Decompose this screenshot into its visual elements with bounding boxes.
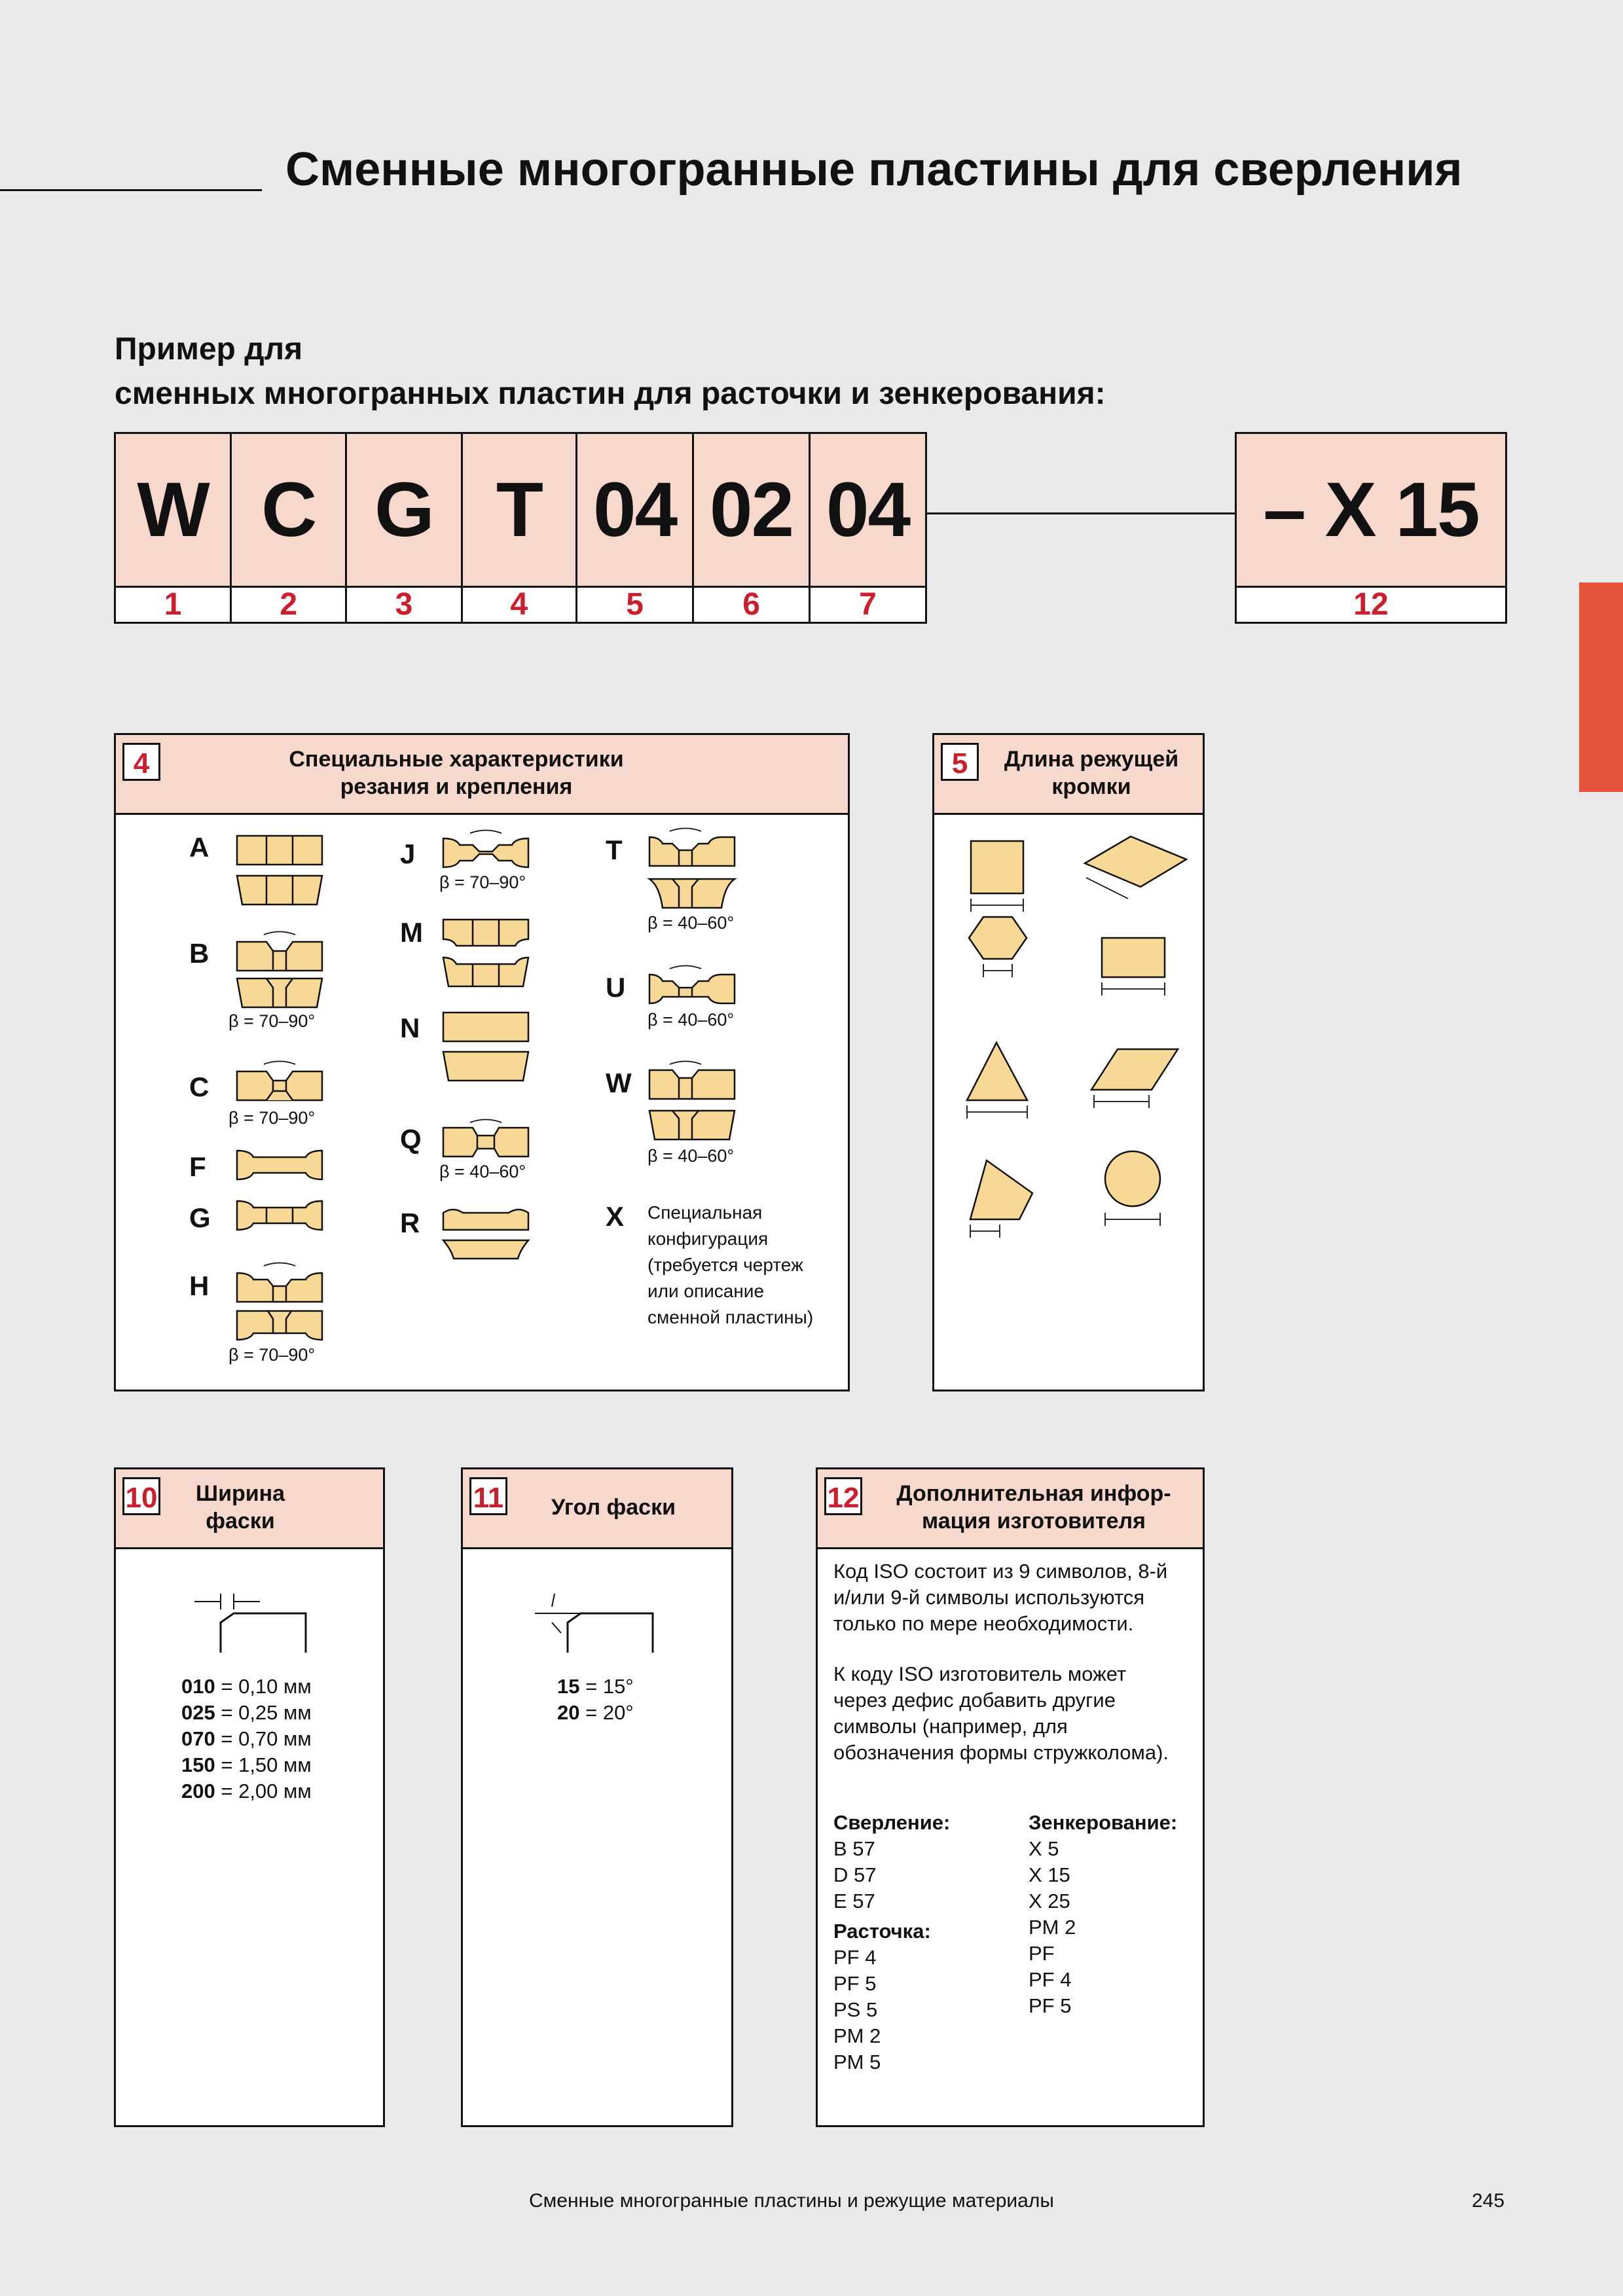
box-title-line2: резания и крепления (340, 774, 573, 799)
code-letter: N (400, 1013, 420, 1043)
paragraph-line: К коду ISO изготовитель может (833, 1662, 1127, 1685)
footer-text: Сменные многогранные пластины и режущие материалы (529, 2190, 1054, 2212)
code-letter: H (189, 1270, 210, 1301)
box-title: Угол фаски (551, 1495, 676, 1520)
box-header (463, 1469, 731, 1549)
profile-j (443, 838, 528, 867)
beta-angle-q: β = 40–60° (439, 1162, 526, 1181)
code-symbol: C (231, 433, 346, 587)
code-letter: Q (400, 1124, 422, 1155)
value-row (557, 1674, 634, 1700)
code-number: 5 (577, 587, 693, 623)
countersinking-list (1029, 1810, 1177, 2019)
code-symbol: 04 (810, 433, 926, 587)
value-code: 15 (557, 1675, 580, 1698)
value-row (181, 1752, 312, 1778)
page-title: Сменные многогранные пластины для сверления (285, 143, 1463, 196)
code-suffix-table (1235, 432, 1507, 624)
list-heading: Расточка: (833, 1920, 931, 1943)
code-suffix-number: 12 (1236, 587, 1506, 623)
square-shape (971, 841, 1023, 893)
box-title-line2: кромки (1051, 774, 1131, 799)
code-number: 2 (231, 587, 346, 623)
code-letter: C (189, 1071, 210, 1102)
list-item: E 57 (833, 1890, 875, 1912)
list-heading: Сверление: (833, 1811, 951, 1834)
box-title (168, 1480, 312, 1535)
box-badge: 12 (824, 1477, 862, 1515)
code-symbol: T (462, 433, 577, 587)
parallelogram-shape (1091, 1049, 1178, 1090)
profile-b (237, 942, 322, 1007)
beta-angle-h: β = 70–90° (228, 1345, 316, 1365)
beta-angle-t: β = 40–60° (647, 913, 735, 933)
code-symbol: 02 (693, 433, 810, 587)
box-badge: 4 (122, 743, 160, 781)
list-item: D 57 (833, 1863, 877, 1886)
code-connector-line (926, 512, 1236, 514)
box-title-line1: Специальные характеристики (289, 747, 624, 772)
note-line: или описание (647, 1281, 765, 1301)
list-item: X 5 (1029, 1837, 1059, 1860)
list-item: PM 2 (1029, 1916, 1076, 1939)
value-code: 010 (181, 1675, 215, 1698)
title-rule (0, 189, 262, 191)
example-heading-line2: сменных многогранных пластин для расточки и зенкерования: (115, 376, 1106, 411)
box-title-line1: Ширина (195, 1481, 285, 1506)
insert-shapes-drawing (934, 735, 1203, 1390)
paragraph-line: и/или 9-й символы используются (833, 1586, 1145, 1609)
list-heading: Зенкерование: (1029, 1811, 1178, 1834)
box-title-line1: Длина режущей (1004, 747, 1179, 772)
code-number: 1 (115, 587, 231, 623)
note-line: Специальная (647, 1202, 763, 1223)
paragraph-line: символы (например, для (833, 1715, 1068, 1738)
paragraph-line: только по мере необходимости. (833, 1612, 1134, 1635)
beta-angle-j: β = 70–90° (439, 872, 526, 892)
value-row (181, 1700, 312, 1726)
value-text: = 15° (585, 1675, 634, 1698)
pentagon-shape (970, 1160, 1032, 1219)
box-badge: 5 (941, 743, 979, 781)
profile-w (649, 1070, 735, 1139)
chamfer-width-drawing (116, 1568, 383, 1666)
value-code: 025 (181, 1701, 215, 1724)
code-letter: U (606, 972, 626, 1003)
note-line: сменной пластины) (647, 1307, 814, 1327)
profile-q (443, 1128, 528, 1157)
value-code: 200 (181, 1780, 215, 1803)
list-item: PF 4 (833, 1946, 877, 1969)
box-cutting-characteristics (114, 733, 850, 1391)
box-title (870, 1480, 1197, 1535)
example-heading-line1: Пример для (115, 332, 303, 367)
code-table (114, 432, 927, 624)
chamfer-angle-values (557, 1674, 634, 1726)
code-number: 7 (810, 587, 926, 623)
example-heading (115, 327, 1106, 416)
box-title-line1: Дополнительная инфор- (896, 1481, 1171, 1506)
code-number: 3 (346, 587, 462, 623)
code-letter: T (606, 834, 623, 865)
note-line: (требуется чертеж (647, 1255, 803, 1275)
code-letter: J (400, 838, 416, 869)
round-shape (1105, 1151, 1160, 1206)
profile-t (649, 837, 735, 908)
code-letter: M (400, 917, 423, 948)
manufacturer-info-text (833, 1558, 1200, 1766)
list-item: X 15 (1029, 1863, 1070, 1886)
profile-f (237, 1151, 322, 1179)
code-letter: B (189, 938, 210, 969)
paragraph-line: Код ISO состоит из 9 символов, 8-й (833, 1560, 1168, 1583)
box-manufacturer-info (816, 1467, 1205, 2127)
value-text: = 0,70 мм (221, 1727, 312, 1750)
code-letter: F (189, 1151, 206, 1182)
list-item: B 57 (833, 1837, 875, 1860)
hexagon-shape (969, 917, 1027, 959)
box-badge: 11 (469, 1477, 507, 1515)
value-code: 150 (181, 1753, 215, 1776)
list-item: PM 2 (833, 2024, 881, 2047)
chamfer-width-values (181, 1674, 312, 1804)
profile-u (649, 975, 735, 1003)
box-chamfer-width (114, 1467, 385, 2127)
code-letter: A (189, 832, 210, 863)
beta-angle-u: β = 40–60° (647, 1010, 735, 1030)
box-badge: 10 (122, 1477, 160, 1515)
value-row (181, 1674, 312, 1700)
triangle-shape (967, 1043, 1027, 1100)
section-tab-marker (1579, 583, 1623, 792)
box-header (818, 1469, 1203, 1549)
beta-angle-b: β = 70–90° (228, 1011, 316, 1031)
rectangle-shape (1102, 938, 1165, 977)
box-title-line2: мация изготовителя (922, 1509, 1146, 1534)
code-symbol: 04 (577, 433, 693, 587)
box-header (116, 1469, 383, 1549)
paragraph-line: обозначения формы стружколома). (833, 1741, 1169, 1764)
profile-m (443, 920, 528, 986)
profile-r (443, 1210, 528, 1259)
note-line: конфигурация (647, 1229, 769, 1249)
paragraph-line: через дефис добавить другие (833, 1689, 1116, 1712)
profile-c (237, 1071, 322, 1100)
code-letter: G (189, 1202, 211, 1233)
value-text: = 1,50 мм (221, 1753, 312, 1776)
value-text: = 2,00 мм (221, 1780, 312, 1803)
box-chamfer-angle (461, 1467, 733, 2127)
rhombus-80-shape (1085, 836, 1186, 887)
profile-n (443, 1013, 528, 1081)
drilling-boring-list (833, 1810, 950, 2075)
value-text: = 20° (585, 1701, 634, 1724)
list-item: PS 5 (833, 1998, 878, 2021)
chamfer-angle-drawing (463, 1568, 731, 1666)
code-letter: W (606, 1067, 632, 1098)
value-row (557, 1700, 634, 1726)
value-text: = 0,10 мм (221, 1675, 312, 1698)
value-text: = 0,25 мм (221, 1701, 312, 1724)
code-letter: R (400, 1208, 420, 1238)
profile-g (237, 1201, 322, 1230)
profile-h (237, 1273, 322, 1340)
list-item: X 25 (1029, 1890, 1070, 1912)
code-number: 6 (693, 587, 810, 623)
beta-angle-c: β = 70–90° (228, 1108, 316, 1128)
page-number: 245 (1472, 2190, 1505, 2212)
code-letter: X (606, 1201, 625, 1232)
value-row (181, 1778, 312, 1804)
beta-angle-w: β = 40–60° (647, 1146, 735, 1166)
box-cutting-edge-length (932, 733, 1205, 1391)
list-item: PF 4 (1029, 1968, 1072, 1991)
value-code: 070 (181, 1727, 215, 1750)
code-suffix: – X 15 (1236, 433, 1506, 587)
code-number: 4 (462, 587, 577, 623)
code-symbol: G (346, 433, 462, 587)
list-item: PF 5 (833, 1972, 877, 1995)
profile-a (237, 836, 322, 905)
box-title-line2: фаски (206, 1509, 275, 1534)
value-code: 20 (557, 1701, 580, 1724)
special-configuration-note (647, 1200, 813, 1331)
code-symbol: W (115, 433, 231, 587)
list-item: PM 5 (833, 2051, 881, 2073)
list-item: PF (1029, 1942, 1055, 1965)
list-item: PF 5 (1029, 1994, 1072, 2017)
value-row (181, 1726, 312, 1752)
